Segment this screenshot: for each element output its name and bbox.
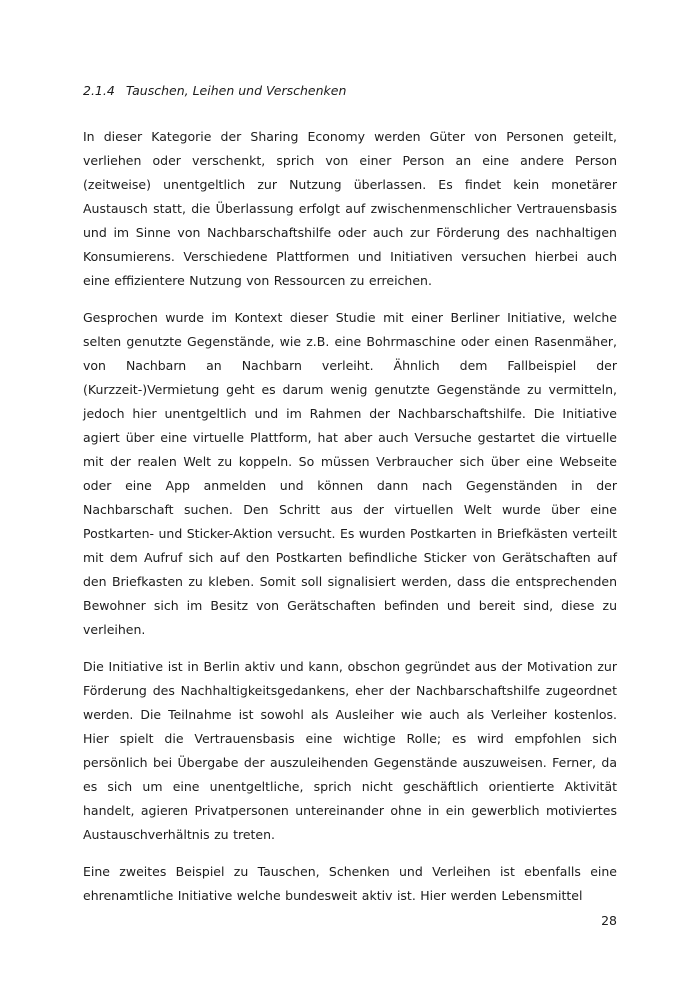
section-heading-number: 2.1.4: [83, 83, 115, 98]
page-number: 28: [601, 913, 617, 928]
paragraph: In dieser Kategorie der Sharing Economy werden Güter von Personen geteilt, verliehen oder verschenkt, sprich von einer Person an eine andere Person (zeitweise) unentgeltlich zur Nutzung überlassen. Es findet kein monetärer Austausch statt, die Überlassung erfolgt auf zwischenmenschlicher Vertrauensbasis und im Sinne von Nachbarschaftshilfe oder auch zur Förderung des nachhaltigen Konsumierens. Verschiedene Plattformen und Initiativen versuchen hierbei auch eine effizientere Nutzung von Ressourcen zu erreichen.: [83, 129, 617, 288]
section-heading: [83, 83, 617, 99]
paragraph: Die Initiative ist in Berlin aktiv und kann, obschon gegründet aus der Motivation zur Förderung des Nachhaltigkeitsgedankens, eher der Nachbarschaftshilfe zugeordnet werden. Die Teilnahme ist sowohl als Ausleiher wie auch als Verleiher kostenlos. Hier spielt die Vertrauensbasis eine wichtige Rolle; es wird empfohlen sich persönlich bei Übergabe der auszuleihenden Gegenstände auszuweisen. Ferner, da es sich um eine unentgeltliche, sprich nicht geschäftlich orientierte Aktivität handelt, agieren Privatpersonen untereinander ohne in ein gewerblich motiviertes Austauschverhältnis zu treten.: [83, 659, 617, 842]
section-heading-title: Tauschen, Leihen und Verschenken: [125, 83, 347, 98]
paragraph: Eine zweites Beispiel zu Tauschen, Schenken und Verleihen ist ebenfalls eine ehrenamtliche Initiative welche bundesweit aktiv ist. Hier werden Lebensmittel: [83, 864, 617, 903]
body-paragraphs: [83, 125, 617, 908]
text-block: [83, 0, 617, 908]
paragraph: Gesprochen wurde im Kontext dieser Studie mit einer Berliner Initiative, welche selten genutzte Gegenstände, wie z.B. eine Bohrmaschine oder einen Rasenmäher, von Nachbarn an Nachbarn verleiht. Ähnlich dem Fallbeispiel der (Kurzzeit-)Vermietung geht es darum wenig genutzte Gegenstände zu vermitteln, jedoch hier unentgeltlich und im Rahmen der Nachbarschaftshilfe. Die Initiative agiert über eine virtuelle Plattform, hat aber auch Versuche gestartet die virtuelle mit der realen Welt zu koppeln. So müssen Verbraucher sich über eine Webseite oder eine App anmelden und können dann nach Gegenständen in der Nachbarschaft suchen. Den Schritt aus der virtuellen Welt wurde über eine Postkarten- und Sticker-Aktion versucht. Es wurden Postkarten in Briefkästen verteilt mit dem Aufruf sich auf den Postkarten befindliche Sticker von Gerätschaften auf den Briefkasten zu kleben. Somit soll signalisiert werden, dass die entsprechenden Bewohner sich im Besitz von Gerätschaften befinden und bereit sind, diese zu verleihen.: [83, 310, 617, 637]
